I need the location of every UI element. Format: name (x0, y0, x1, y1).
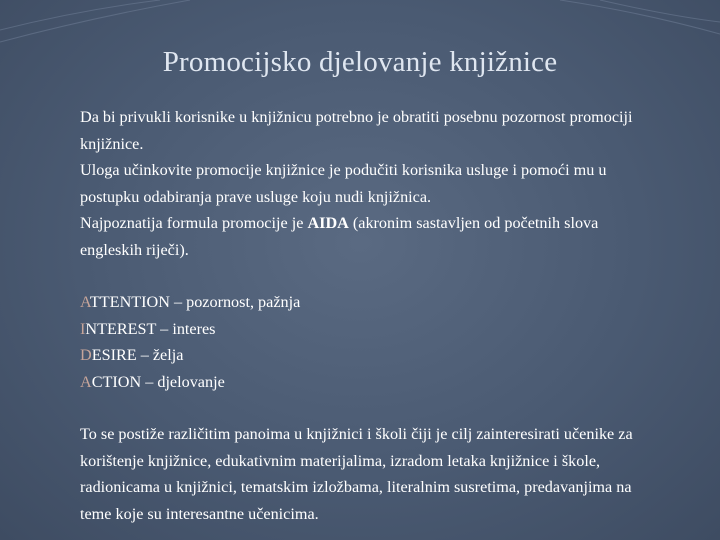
intro-p3-after: (akronim sastavljen od početnih slova engleskih riječi). (80, 214, 599, 259)
intro-paragraph-3 (80, 210, 640, 263)
acronym-line-desire (80, 342, 640, 369)
intro-paragraph-2: Uloga učinkovite promocije knjižnice je podučiti korisnika usluge i pomoći mu u postupku odabiranja prave usluge koju nudi knjižnica. (80, 161, 607, 206)
spacer (80, 395, 640, 421)
acronym-letter: A (80, 372, 92, 391)
acronym-rest: ESIRE – želja (91, 346, 184, 364)
acronym-line-attention (80, 289, 640, 316)
acronym-rest: NTEREST – interes (85, 319, 216, 338)
acronym-letter: I (80, 319, 86, 338)
acronym-letter: A (80, 293, 90, 311)
acronym-line-interest (80, 316, 640, 343)
intro-p3-before: Najpoznatija formula promocije je (80, 214, 308, 232)
acronym-letter: D (80, 346, 92, 364)
intro-paragraph-1: Da bi privukli korisnike u knjižnicu potrebno je obratiti posebnu pozornost promociji knjižnice. (80, 108, 633, 153)
closing-paragraph: To se postiže različitim panoima u knjižnici i školi čiji je cilj zainteresirati učenike za korištenje knjižnice, edukativnim materijalima, izradom letaka knjižnice i škole, radionicama u knjižnici, tematskim izložbama, literalnim susretima, predavanjima na teme koje su interesantne učenicima. (80, 425, 633, 523)
spacer (80, 263, 640, 289)
slide-title: Promocijsko djelovanje knjižnice (162, 46, 558, 78)
aida-term: AIDA (307, 214, 349, 232)
acronym-line-action (80, 369, 640, 396)
acronym-rest: TTENTION – pozornost, pažnja (89, 293, 301, 311)
slide-body (80, 104, 640, 527)
acronym-rest: CTION – djelovanje (91, 372, 225, 391)
